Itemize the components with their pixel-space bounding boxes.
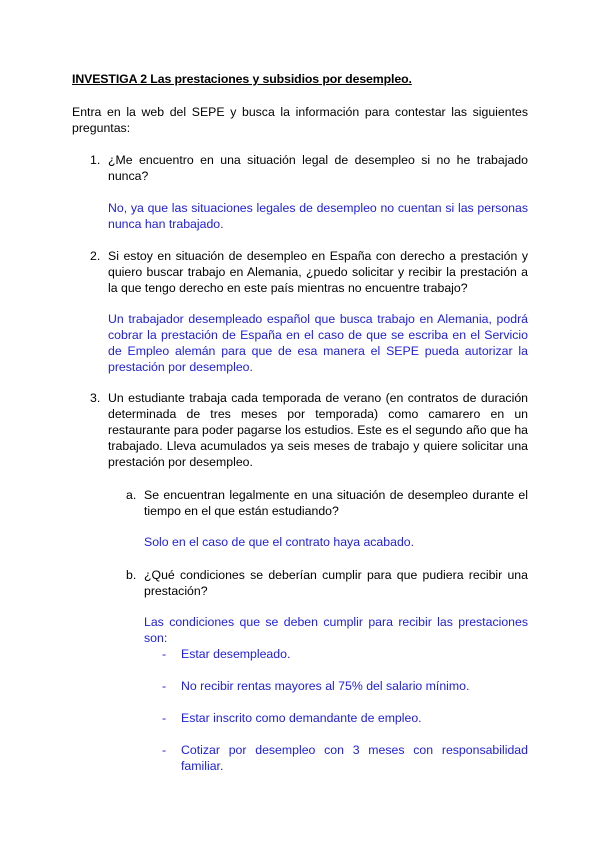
bullet-item: Estar desempleado.: [181, 647, 291, 661]
question-text: Si estoy en situación de desempleo en España con derecho a prestación y quiero buscar trabajo en Alemania, ¿puedo solicitar y recibir la prestación a la que tengo derecho en este país mientras no encuentre trabajo?: [108, 249, 528, 295]
document-title: INVESTIGA 2 Las prestaciones y subsidios por desempleo.: [72, 72, 412, 86]
intro-paragraph: Entra en la web del SEPE y busca la información para contestar las siguientes preguntas:: [72, 105, 528, 135]
subquestion-letter: a.: [126, 488, 137, 502]
bullet-marker: -: [162, 679, 167, 693]
bullet-item: Cotizar por desempleo con 3 meses con responsabilidad familiar.: [181, 743, 528, 773]
question-number: 2.: [90, 249, 101, 263]
bullet-marker: -: [162, 647, 167, 661]
question-number: 1.: [90, 153, 101, 167]
bullet-item: No recibir rentas mayores al 75% del salario mínimo.: [181, 679, 470, 693]
subanswer-text: Solo en el caso de que el contrato haya acabado.: [144, 535, 415, 549]
answer-text: Un trabajador desempleado español que busca trabajo en Alemania, podrá cobrar la prestación de España en el caso de que se escriba en el Servicio de Empleo alemán para que de esa manera el SEPE pueda autorizar la prestación por desempleo.: [108, 312, 528, 374]
bullet-marker: -: [162, 711, 167, 725]
question-text: ¿Me encuentro en una situación legal de desempleo si no he trabajado nunca?: [108, 153, 528, 183]
subquestion-text: Se encuentran legalmente en una situación de desempleo durante el tiempo en el que están estudiando?: [144, 488, 528, 518]
answer-text: No, ya que las situaciones legales de desempleo no cuentan si las personas nunca han trabajado.: [108, 201, 528, 231]
subquestion-text: ¿Qué condiciones se deberían cumplir para que pudiera recibir una prestación?: [144, 568, 528, 598]
bullet-item: Estar inscrito como demandante de empleo.: [181, 711, 422, 725]
bullet-marker: -: [162, 743, 167, 757]
subquestion-letter: b.: [126, 568, 137, 582]
question-number: 3.: [90, 391, 101, 405]
subanswer-text: Las condiciones que se deben cumplir para recibir las prestaciones son:: [144, 615, 528, 645]
question-text: Un estudiante trabaja cada temporada de verano (en contratos de duración determinada de tres meses por temporada) como camarero en un restaurante para poder pagarse los estudios. Este es el segundo año que ha trabajado. Lleva acumulados ya seis meses de trabajo y quiere solicitar una prestación por desempleo.: [108, 391, 528, 469]
